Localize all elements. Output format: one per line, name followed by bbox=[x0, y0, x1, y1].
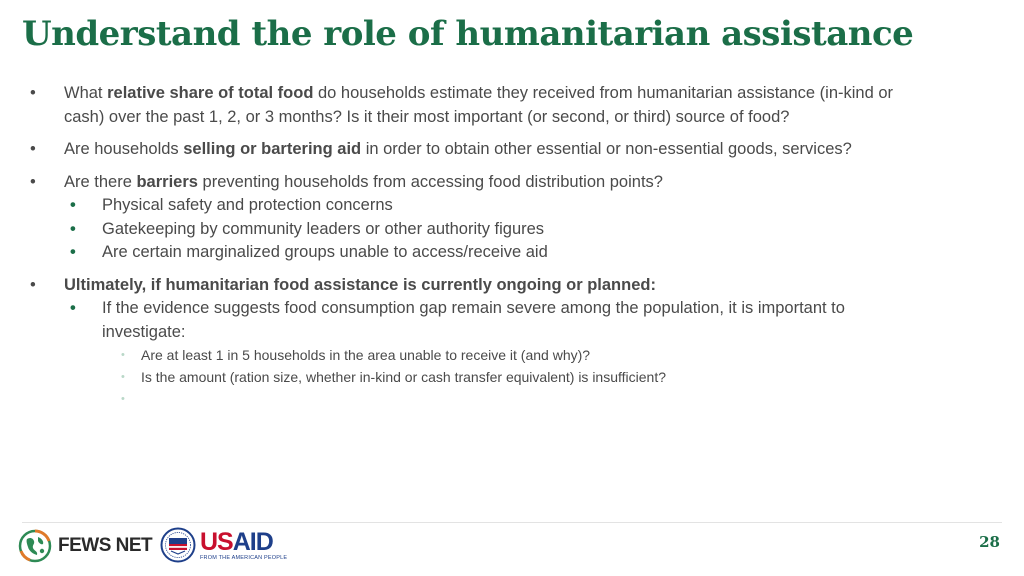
usaid-wordmark bbox=[200, 527, 288, 561]
footer-divider bbox=[22, 522, 1002, 523]
page-number: 28 bbox=[979, 533, 1000, 551]
bullet-relative-share: • What relative share of total food do households estimate they received from humanitarian assistance (in-kind or cash) over the past 1, 2, or 3 months? Is it their most important (or second, or third) source of food? bbox=[64, 82, 934, 129]
bullet-selling-bartering: • Are households selling or bartering aid in order to obtain other essential or non-essential goods, services? bbox=[64, 138, 934, 162]
sub-bullet-marginalized: • Are certain marginalized groups unable to access/receive aid bbox=[102, 241, 932, 265]
fews-net-logo bbox=[18, 527, 152, 565]
sub-sub-bullet-one-in-five: • Are at least 1 in 5 households in the area unable to receive it (and why)? bbox=[141, 344, 931, 366]
sub-bullet-gatekeeping: • Gatekeeping by community leaders or other authority figures bbox=[102, 218, 932, 242]
sub-sub-bullet-ration-size: • Is the amount (ration size, whether in-kind or cash transfer equivalent) is insufficient? bbox=[141, 366, 931, 388]
bullet-ultimately: • Ultimately, if humanitarian food assistance is currently ongoing or planned: bbox=[64, 274, 934, 298]
usaid-tagline: FROM THE AMERICAN PEOPLE bbox=[200, 554, 288, 561]
bullet-barriers: • Are there barriers preventing households from accessing food distribution points? bbox=[64, 171, 934, 195]
usaid-aid-text: AID bbox=[232, 527, 273, 556]
usaid-us-text: US bbox=[200, 527, 233, 556]
slide-content bbox=[0, 82, 1024, 410]
globe-icon bbox=[18, 529, 52, 563]
usaid-seal-icon bbox=[160, 527, 196, 563]
sub-sub-bullet-empty bbox=[141, 388, 931, 410]
sub-bullet-safety: • Physical safety and protection concerns bbox=[102, 194, 932, 218]
fews-net-label: FEWS NET bbox=[58, 535, 153, 556]
page-title: Understand the role of humanitarian assistance bbox=[22, 14, 914, 54]
sub-bullet-evidence: • If the evidence suggests food consumption gap remain severe among the population, it is important to investigate: bbox=[102, 297, 932, 344]
usaid-logo bbox=[160, 525, 287, 565]
